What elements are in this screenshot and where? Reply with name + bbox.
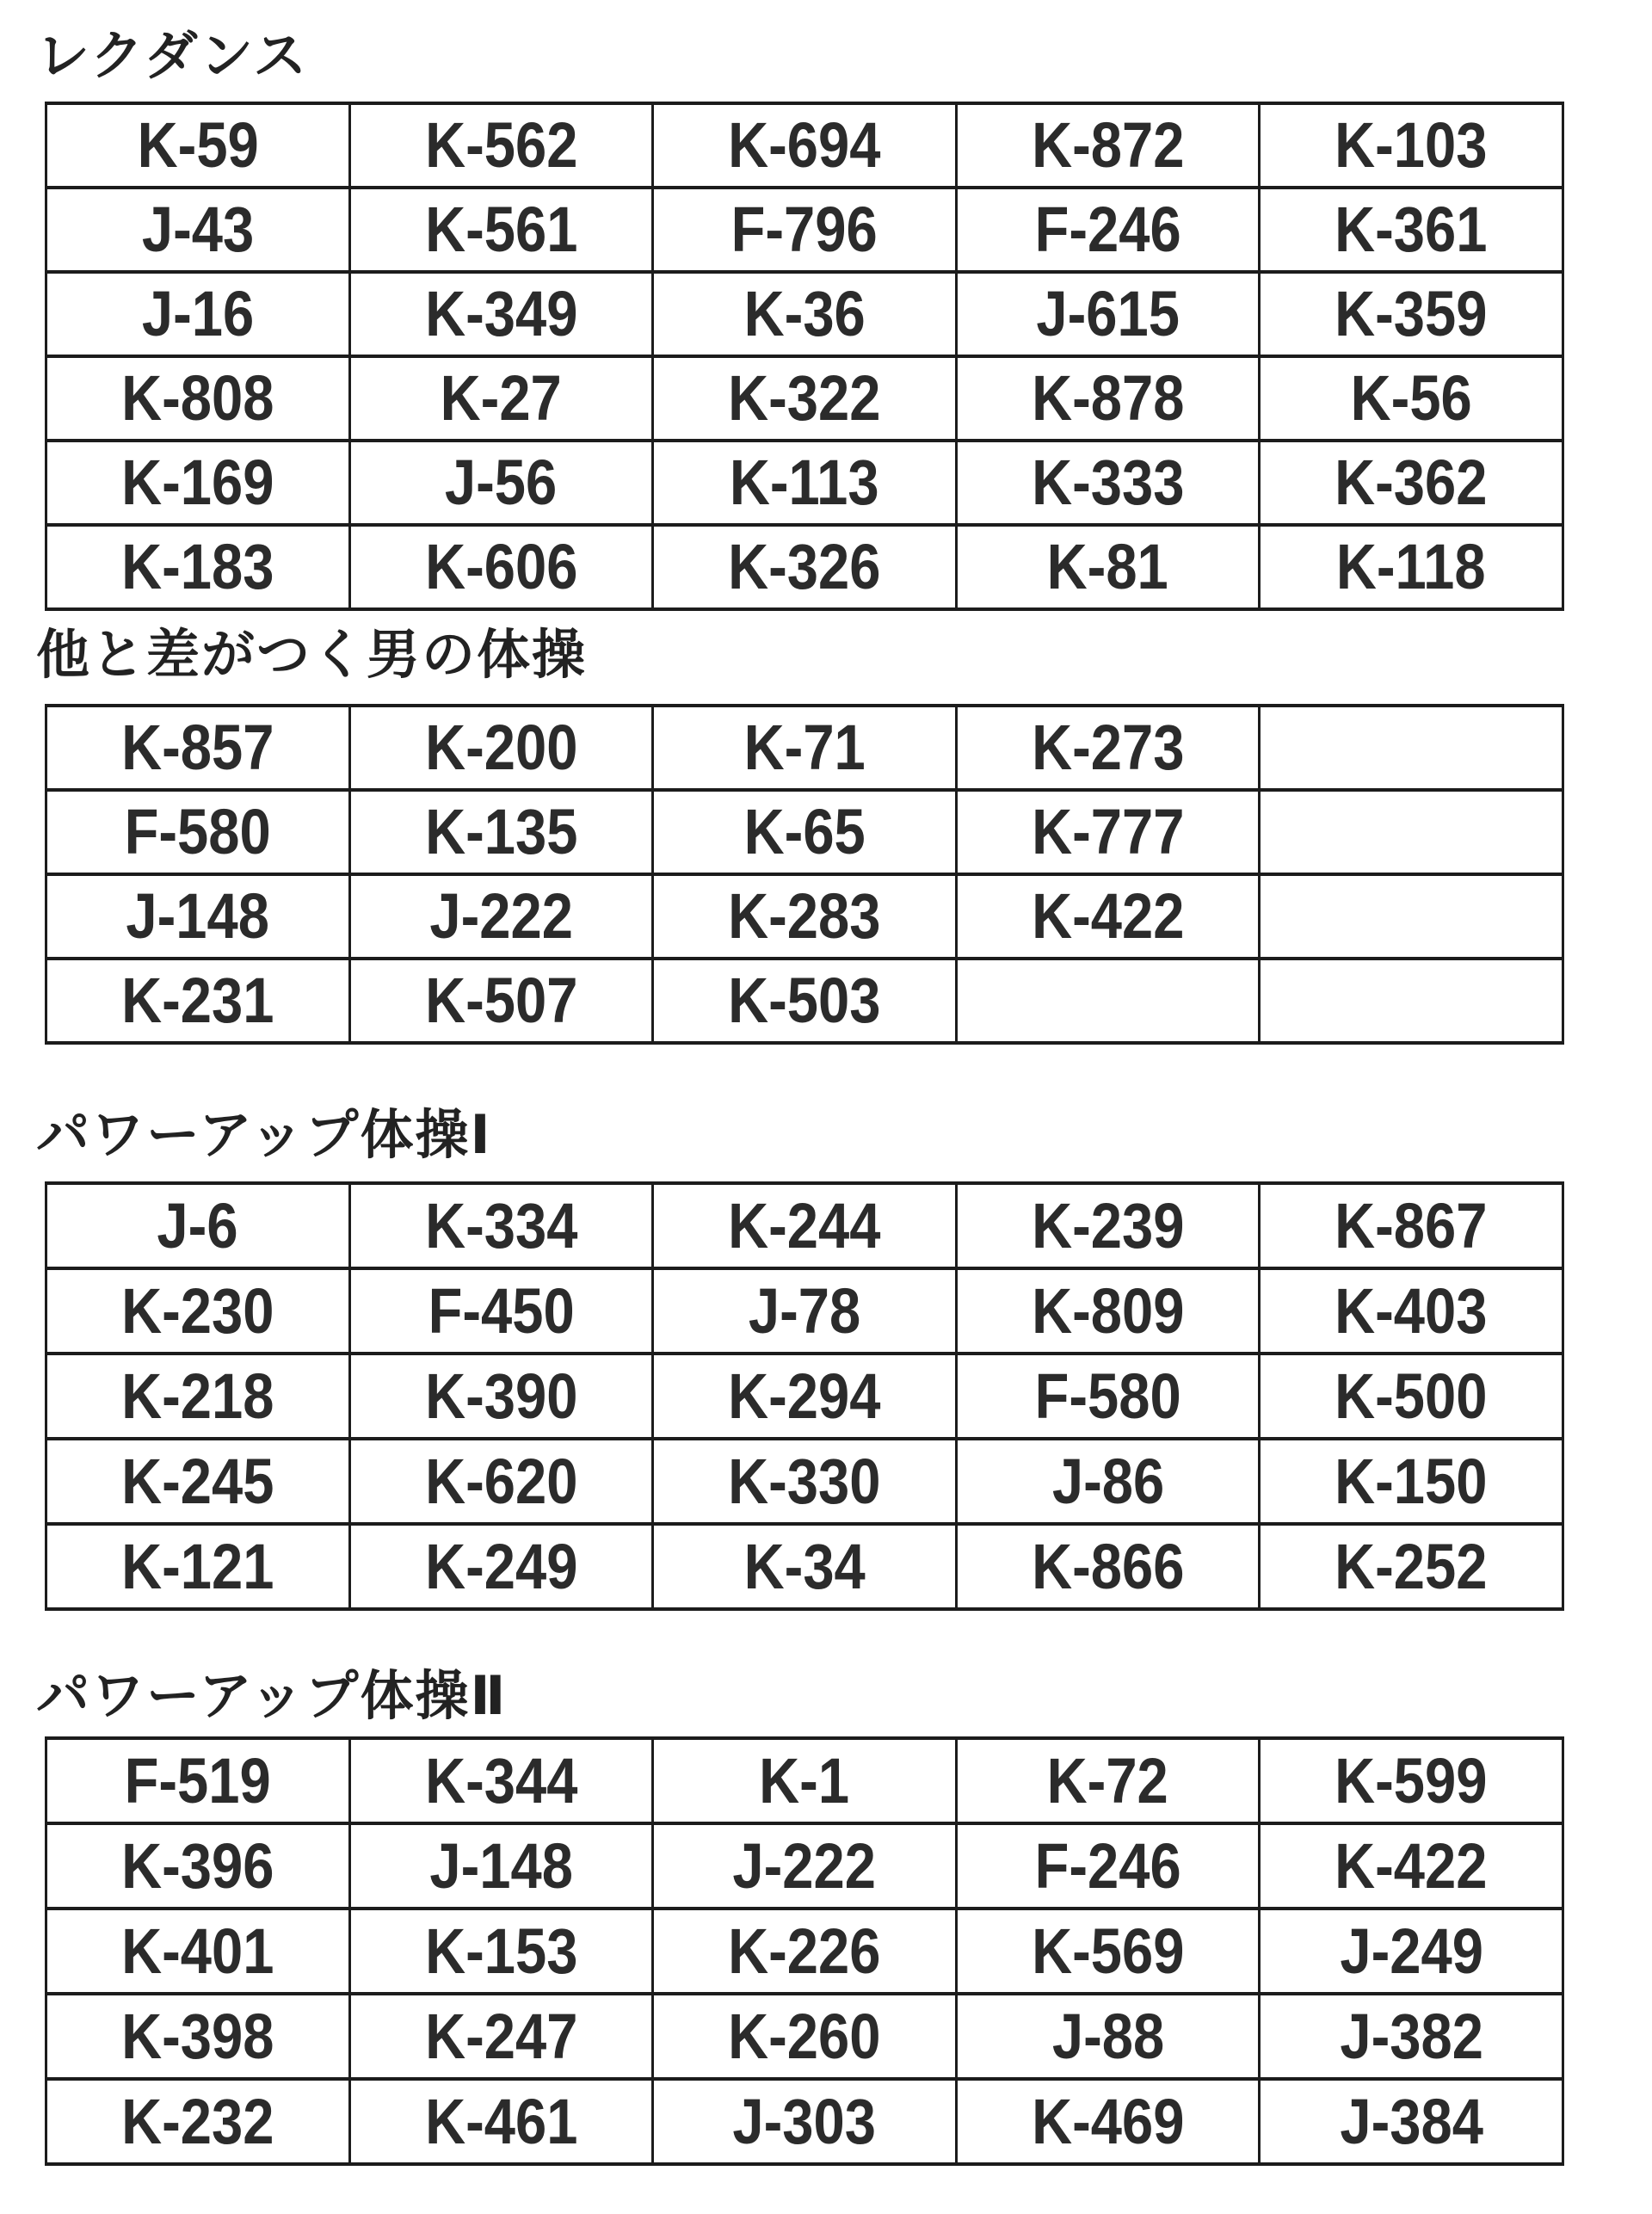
code-label: K-218 xyxy=(121,1360,274,1432)
code-table xyxy=(45,102,1564,611)
code-label: K-422 xyxy=(1031,880,1185,952)
code-label: K-247 xyxy=(424,2000,578,2072)
code-label: K-59 xyxy=(137,109,259,181)
code-cell xyxy=(956,103,1260,188)
table-row xyxy=(46,441,1563,525)
empty-cell xyxy=(956,959,1260,1043)
code-cell xyxy=(349,272,653,356)
code-cell xyxy=(653,2079,957,2164)
code-cell xyxy=(46,1524,350,1609)
section-rec-dance xyxy=(36,24,1564,611)
code-label: K-153 xyxy=(424,1915,578,1987)
code-cell xyxy=(1260,272,1563,356)
code-cell xyxy=(1260,1994,1563,2079)
code-cell xyxy=(653,525,957,609)
table-row xyxy=(46,103,1563,188)
code-cell xyxy=(1260,1524,1563,1609)
code-label: J-249 xyxy=(1339,1915,1483,1987)
code-cell xyxy=(956,1524,1260,1609)
code-cell xyxy=(1260,1823,1563,1909)
code-label: F-450 xyxy=(428,1274,575,1347)
code-label: K-401 xyxy=(121,1915,274,1987)
code-label: K-867 xyxy=(1335,1189,1488,1261)
code-label: K-200 xyxy=(424,712,578,783)
code-cell xyxy=(46,356,350,441)
code-label: K-403 xyxy=(1335,1274,1488,1347)
empty-cell xyxy=(1260,874,1563,959)
code-label: K-294 xyxy=(728,1360,881,1432)
code-label: J-16 xyxy=(141,278,254,349)
code-cell xyxy=(653,1994,957,2079)
section-mens-taiso xyxy=(36,623,1564,1045)
code-cell xyxy=(956,1354,1260,1439)
empty-cell xyxy=(1260,790,1563,874)
code-label: K-65 xyxy=(743,796,866,867)
code-label: K-34 xyxy=(743,1530,866,1602)
code-label: K-113 xyxy=(730,447,879,518)
code-cell xyxy=(653,188,957,272)
code-cell xyxy=(349,188,653,272)
code-cell xyxy=(653,272,957,356)
code-label: K-334 xyxy=(424,1189,578,1261)
code-cell xyxy=(46,188,350,272)
code-label: K-390 xyxy=(424,1360,578,1432)
code-cell xyxy=(349,706,653,790)
section-title: パワーアップ体操Ⅰ xyxy=(36,1106,492,1165)
table-row xyxy=(46,959,1563,1043)
code-cell xyxy=(349,1183,653,1268)
code-cell xyxy=(956,1909,1260,1994)
code-label: K-230 xyxy=(121,1274,274,1347)
code-label: K-71 xyxy=(743,712,866,783)
code-cell xyxy=(46,1439,350,1524)
code-cell xyxy=(653,1524,957,1609)
code-label: F-796 xyxy=(730,194,878,265)
code-label: F-519 xyxy=(124,1744,271,1816)
code-label: K-422 xyxy=(1335,1829,1488,1902)
code-label: K-81 xyxy=(1046,531,1169,602)
code-cell xyxy=(653,874,957,959)
code-cell xyxy=(46,441,350,525)
code-label: J-88 xyxy=(1051,2000,1164,2072)
code-label: K-72 xyxy=(1046,1744,1169,1816)
code-label: J-56 xyxy=(445,447,558,518)
table-row xyxy=(46,1524,1563,1609)
table-row xyxy=(46,1994,1563,2079)
code-label: K-857 xyxy=(121,712,274,783)
code-cell xyxy=(956,2079,1260,2164)
code-label: K-118 xyxy=(1336,531,1487,602)
code-cell xyxy=(1260,1354,1563,1439)
section-title: レクダンス xyxy=(36,27,309,86)
code-cell xyxy=(653,1909,957,1994)
code-label: K-620 xyxy=(424,1445,578,1517)
code-cell xyxy=(956,706,1260,790)
code-label: J-222 xyxy=(429,880,573,952)
code-cell xyxy=(956,525,1260,609)
code-cell xyxy=(956,874,1260,959)
code-label: K-260 xyxy=(728,2000,881,2072)
code-label: K-866 xyxy=(1031,1530,1185,1602)
empty-cell xyxy=(1260,959,1563,1043)
code-cell xyxy=(46,1183,350,1268)
code-label: K-469 xyxy=(1031,2085,1185,2157)
code-cell xyxy=(653,1183,957,1268)
code-label: K-500 xyxy=(1335,1360,1488,1432)
code-cell xyxy=(349,874,653,959)
section-powerup-taiso-1 xyxy=(36,1103,1564,1611)
code-cell xyxy=(653,706,957,790)
section-title: 他と差がつく男の体操 xyxy=(36,626,588,685)
code-label: K-150 xyxy=(1335,1445,1488,1517)
table-row xyxy=(46,1268,1563,1354)
code-label: J-303 xyxy=(732,2085,877,2157)
code-cell xyxy=(46,959,350,1043)
code-cell xyxy=(349,790,653,874)
code-cell xyxy=(1260,1183,1563,1268)
code-label: K-349 xyxy=(424,278,578,349)
code-label: K-809 xyxy=(1031,1274,1185,1347)
code-label: K-694 xyxy=(728,109,881,181)
code-label: J-6 xyxy=(157,1189,238,1261)
table-row xyxy=(46,1738,1563,1823)
code-cell xyxy=(1260,188,1563,272)
code-label: K-396 xyxy=(121,1829,274,1902)
code-cell xyxy=(956,1439,1260,1524)
code-cell xyxy=(1260,525,1563,609)
code-cell xyxy=(956,1823,1260,1909)
code-cell xyxy=(1260,1268,1563,1354)
code-label: K-273 xyxy=(1031,712,1185,783)
table-row xyxy=(46,790,1563,874)
code-label: K-362 xyxy=(1335,447,1488,518)
code-cell xyxy=(46,790,350,874)
code-table xyxy=(45,1181,1564,1611)
code-label: K-359 xyxy=(1335,278,1488,349)
code-cell xyxy=(653,1268,957,1354)
code-label: K-878 xyxy=(1031,362,1185,434)
code-label: J-86 xyxy=(1051,1445,1164,1517)
code-cell xyxy=(349,525,653,609)
code-label: K-398 xyxy=(121,2000,274,2072)
code-cell xyxy=(349,1738,653,1823)
code-cell xyxy=(349,103,653,188)
table-row xyxy=(46,1354,1563,1439)
code-cell xyxy=(1260,1909,1563,1994)
code-cell xyxy=(46,1909,350,1994)
code-label: K-599 xyxy=(1335,1744,1488,1816)
empty-cell xyxy=(1260,706,1563,790)
code-cell xyxy=(349,441,653,525)
code-label: F-246 xyxy=(1034,194,1181,265)
code-cell xyxy=(653,1354,957,1439)
code-label: K-239 xyxy=(1031,1189,1185,1261)
table-row xyxy=(46,1183,1563,1268)
table-row xyxy=(46,525,1563,609)
code-cell xyxy=(956,441,1260,525)
code-cell xyxy=(349,1994,653,2079)
code-cell xyxy=(1260,103,1563,188)
code-cell xyxy=(349,1268,653,1354)
table-row xyxy=(46,706,1563,790)
code-label: K-322 xyxy=(728,362,881,434)
code-label: K-326 xyxy=(728,531,881,602)
code-cell xyxy=(956,790,1260,874)
code-cell xyxy=(349,1823,653,1909)
table-row xyxy=(46,1823,1563,1909)
code-label: K-249 xyxy=(424,1530,578,1602)
code-cell xyxy=(46,2079,350,2164)
code-cell xyxy=(46,1268,350,1354)
code-label: K-503 xyxy=(728,965,881,1036)
table-row xyxy=(46,188,1563,272)
table-row xyxy=(46,2079,1563,2164)
code-label: K-461 xyxy=(424,2085,578,2157)
code-cell xyxy=(653,1738,957,1823)
code-cell xyxy=(349,1524,653,1609)
table-row xyxy=(46,356,1563,441)
code-cell xyxy=(956,272,1260,356)
code-cell xyxy=(956,1738,1260,1823)
code-cell xyxy=(349,1439,653,1524)
code-cell xyxy=(1260,441,1563,525)
code-label: K-27 xyxy=(440,362,562,434)
code-label: K-361 xyxy=(1335,194,1488,265)
code-label: F-580 xyxy=(124,796,271,867)
code-cell xyxy=(46,525,350,609)
code-cell xyxy=(653,1439,957,1524)
code-label: J-615 xyxy=(1036,278,1180,349)
code-cell xyxy=(46,272,350,356)
code-cell xyxy=(956,1183,1260,1268)
code-label: K-562 xyxy=(424,109,578,181)
code-label: K-36 xyxy=(743,278,866,349)
code-cell xyxy=(349,1354,653,1439)
code-cell xyxy=(653,959,957,1043)
code-label: J-78 xyxy=(748,1274,861,1347)
code-label: K-169 xyxy=(121,447,274,518)
code-cell xyxy=(349,959,653,1043)
table-row xyxy=(46,1439,1563,1524)
code-label: K-808 xyxy=(121,362,274,434)
code-cell xyxy=(653,356,957,441)
code-cell xyxy=(1260,2079,1563,2164)
code-cell xyxy=(1260,1738,1563,1823)
code-cell xyxy=(46,1738,350,1823)
code-label: K-121 xyxy=(121,1530,274,1602)
code-label: K-183 xyxy=(121,531,274,602)
code-cell xyxy=(956,356,1260,441)
code-cell xyxy=(46,1354,350,1439)
section-title: パワーアップ体操Ⅱ xyxy=(36,1667,508,1726)
code-label: K-56 xyxy=(1350,362,1472,434)
code-label: J-382 xyxy=(1339,2000,1483,2072)
code-label: J-148 xyxy=(126,880,270,952)
code-label: K-1 xyxy=(759,1744,850,1816)
code-label: K-103 xyxy=(1335,109,1488,181)
code-cell xyxy=(956,1268,1260,1354)
code-cell xyxy=(46,706,350,790)
code-cell xyxy=(956,1994,1260,2079)
section-powerup-taiso-2 xyxy=(36,1664,1564,2166)
code-label: K-226 xyxy=(728,1915,881,1987)
code-cell xyxy=(653,103,957,188)
code-label: K-333 xyxy=(1031,447,1185,518)
code-label: J-148 xyxy=(429,1829,573,1902)
code-cell xyxy=(653,1823,957,1909)
table-row xyxy=(46,1909,1563,1994)
code-label: K-245 xyxy=(121,1445,274,1517)
code-cell xyxy=(956,188,1260,272)
code-table xyxy=(45,704,1564,1045)
code-label: K-507 xyxy=(424,965,578,1036)
code-label: F-580 xyxy=(1034,1360,1181,1432)
code-label: K-872 xyxy=(1031,109,1185,181)
code-label: J-43 xyxy=(141,194,254,265)
code-label: K-777 xyxy=(1031,796,1185,867)
code-label: K-344 xyxy=(424,1744,578,1816)
code-cell xyxy=(349,356,653,441)
code-cell xyxy=(1260,356,1563,441)
code-label: K-252 xyxy=(1335,1530,1488,1602)
code-label: K-232 xyxy=(121,2085,274,2157)
code-label: K-231 xyxy=(121,965,274,1036)
code-label: K-244 xyxy=(728,1189,881,1261)
code-label: K-606 xyxy=(424,531,578,602)
code-cell xyxy=(46,1994,350,2079)
table-row xyxy=(46,272,1563,356)
code-label: K-283 xyxy=(728,880,881,952)
code-label: J-222 xyxy=(732,1829,877,1902)
code-cell xyxy=(653,790,957,874)
code-label: F-246 xyxy=(1034,1829,1181,1902)
code-cell xyxy=(46,874,350,959)
code-label: K-135 xyxy=(424,796,578,867)
code-label: K-561 xyxy=(424,194,578,265)
code-label: J-384 xyxy=(1339,2085,1483,2157)
code-table xyxy=(45,1736,1564,2166)
code-cell xyxy=(653,441,957,525)
code-cell xyxy=(1260,1439,1563,1524)
table-row xyxy=(46,874,1563,959)
code-label: K-330 xyxy=(728,1445,881,1517)
code-label: K-569 xyxy=(1031,1915,1185,1987)
code-cell xyxy=(46,103,350,188)
code-cell xyxy=(46,1823,350,1909)
code-cell xyxy=(349,2079,653,2164)
code-cell xyxy=(349,1909,653,1994)
